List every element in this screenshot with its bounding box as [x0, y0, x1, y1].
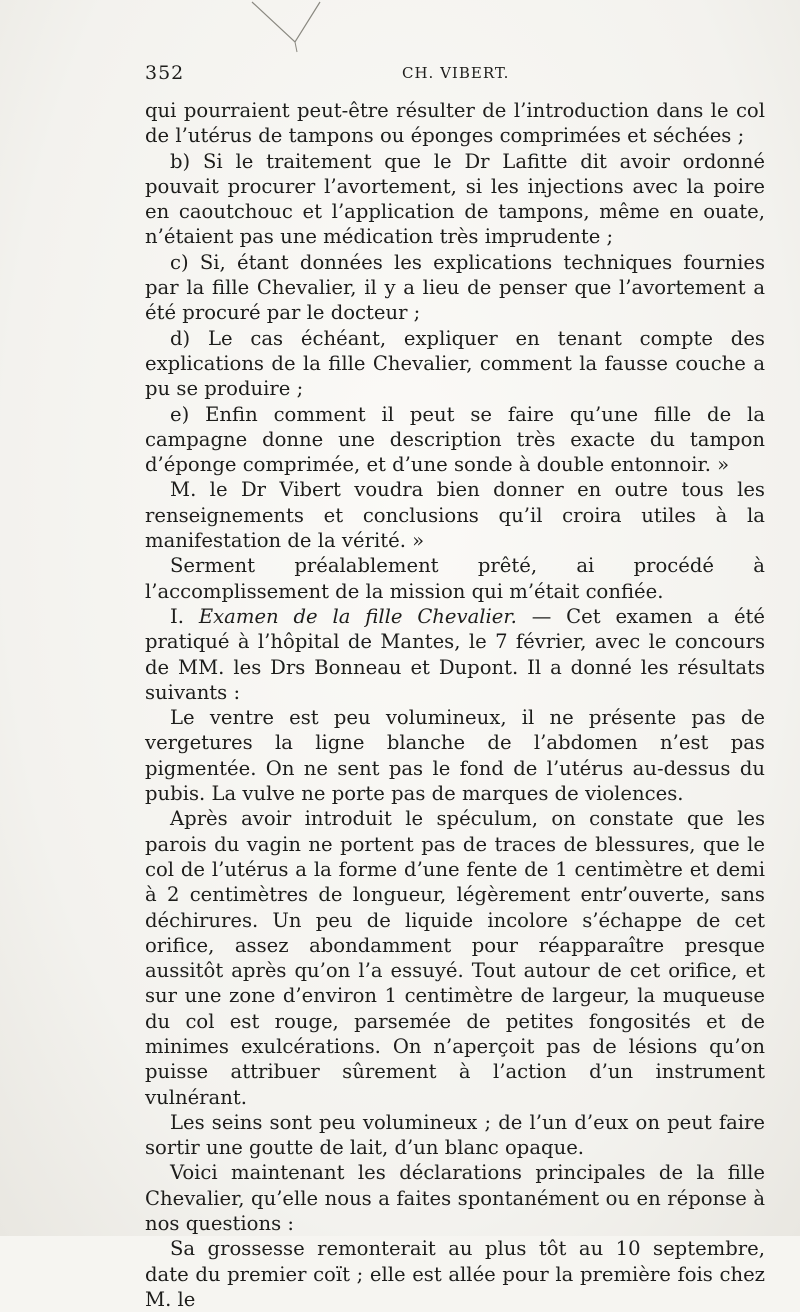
paragraph: Sa grossesse remonterait au plus tôt au 10 septembre, date du premier coït ; elle est allée pour la première fois chez M. le	[145, 1237, 765, 1311]
section-title: Examen de la fille Chevalier.	[198, 604, 517, 628]
paragraph: b) Si le traitement que le Dr Lafitte dit avoir ordonné pouvait procurer l’avortement, si les injections avec la poire en caoutchouc et l’application de tampons, même en ouate, n’étaient pas une médication très imprudente ;	[145, 149, 765, 249]
section-paragraph	[145, 604, 765, 705]
paragraph: Après avoir introduit le spéculum, on constate que les parois du vagin ne portent pas de traces de blessures, que le col de l’utérus a la forme d’une fente de 1 centimètre et demi à 2 centimètres de longueur, légèrement entr’ouverte, sans déchirures. Un peu de liquide incolore s’échappe de cet orifice, assez abondamment pour réapparaître presque aussitôt après qu’on l’a essuyé. Tout autour de cet orifice, et sur une zone d’environ 1 centimètre de largeur, la muqueuse du col est rouge, parsemée de petites fongosités et de minimes exulcérations. On n’aperçoit pas de lésions qu’on puisse attribuer sûrement à l’action d’un instrument vulnérant.	[145, 807, 765, 1109]
body-text	[145, 98, 765, 1312]
paragraph: Voici maintenant les déclarations principales de la fille Chevalier, qu’elle nous a faites spontanément ou en réponse à nos questions :	[145, 1161, 765, 1236]
page-number: 352	[145, 62, 185, 84]
paragraph: d) Le cas échéant, expliquer en tenant compte des explications de la fille Chevalier, comment la fausse couche a pu se produire ;	[145, 326, 765, 401]
page-header	[145, 62, 765, 88]
paragraph: Les seins sont peu volumineux ; de l’un d’eux on peut faire sortir une goutte de lait, d’un blanc opaque.	[145, 1110, 765, 1160]
paragraph: e) Enfin comment il peut se faire qu’une fille de la campagne donne une description très exacte du tampon d’éponge comprimée, et d’une sonde à double entonnoir. »	[145, 402, 765, 477]
paragraph: qui pourraient peut-être résulter de l’introduction dans le col de l’utérus de tampons ou éponges comprimées et séchées ;	[145, 99, 765, 148]
paragraph: c) Si, étant données les explications techniques fournies par la fille Chevalier, il y a lieu de penser que l’avortement a été procuré par le docteur ;	[145, 250, 765, 325]
section-number: I.	[170, 604, 184, 628]
section-text: — Cet examen a été pratiqué à l’hôpital de Mantes, le 7 février, avec le concours de MM. les Drs Bonneau et Dupont. Il a donné les résultats suivants :	[145, 604, 766, 704]
running-head: CH. VIBERT.	[402, 64, 510, 82]
paragraph: Serment préalablement prêté, ai procédé à l’accomplissement de la mission qui m’était confiée.	[145, 554, 765, 603]
paragraph: M. le Dr Vibert voudra bien donner en outre tous les renseignements et conclusions qu’il croira utiles à la manifestation de la vérité. »	[145, 478, 765, 553]
paragraph: Le ventre est peu volumineux, il ne présente pas de vergetures la ligne blanche de l’abdomen n’est pas pigmentée. On ne sent pas le fond de l’utérus au-dessus du pubis. La vulve ne porte pas de marques de violences.	[145, 706, 765, 806]
page-fold-mark	[250, 0, 330, 60]
